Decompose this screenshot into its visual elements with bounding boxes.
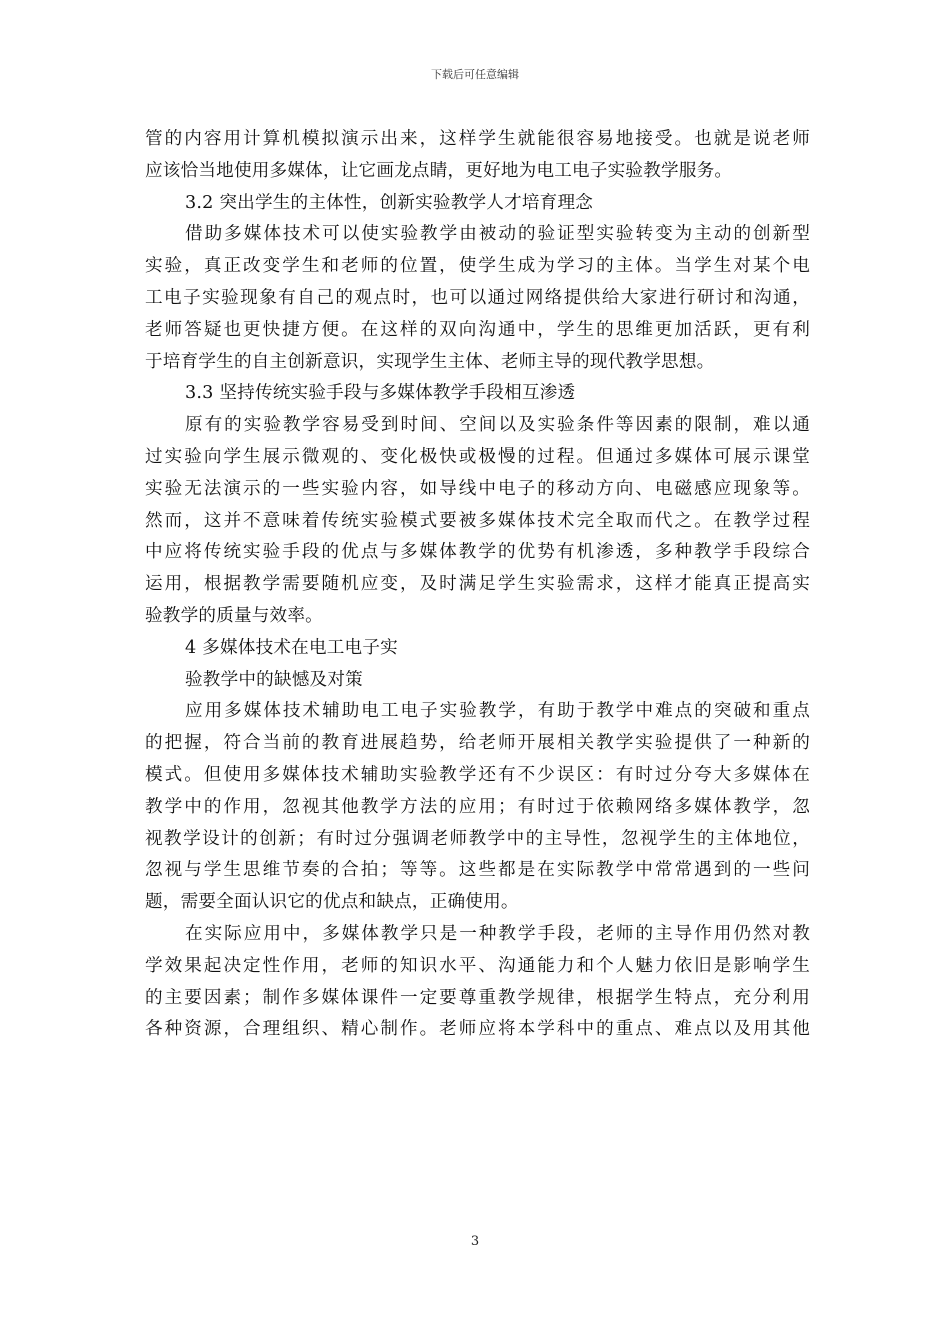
text-line: 应该恰当地使用多媒体，让它画龙点睛，更好地为电工电子实验教学服务。	[145, 160, 733, 181]
text-line: 学效果起决定性作用，老师的知识水平、沟通能力和个人魅力依旧是影响学生	[145, 955, 810, 976]
text-line: 于培育学生的自主创新意识，实现学生主体、老师主导的现代教学思想。	[145, 351, 715, 372]
text-line: 验教学的质量与效率。	[145, 605, 323, 626]
text-line: 然而，这并不意味着传统实验模式要被多媒体技术完全取而代之。在教学过程	[145, 510, 810, 531]
text-line: 的把握，符合当前的教育进展趋势，给老师开展相关教学实验提供了一种新的	[145, 733, 810, 754]
text-line: 中应将传统实验手段的优点与多媒体教学的优势有机渗透，多种教学手段综合	[145, 542, 810, 563]
page-header: 下载后可任意编辑	[431, 68, 519, 81]
text-line: 的主要因素；制作多媒体课件一定要尊重教学规律，根据学生特点，充分利用	[145, 987, 810, 1008]
text-line: 实验，真正改变学生和老师的位置，使学生成为学习的主体。当学生对某个电	[145, 256, 810, 277]
text-line: 借助多媒体技术可以使实验教学由被动的验证型实验转变为主动的创新型	[185, 224, 810, 245]
text-line: 模式。但使用多媒体技术辅助实验教学还有不少误区：有时过分夸大多媒体在	[145, 764, 810, 785]
text-line: 视教学设计的创新；有时过分强调老师教学中的主导性，忽视学生的主体地位，	[145, 828, 810, 849]
text-line: 验教学中的缺憾及对策	[185, 669, 363, 690]
text-line: 管的内容用计算机模拟演示出来，这样学生就能很容易地接受。也就是说老师	[145, 129, 810, 149]
text-line: 4 多媒体技术在电工电子实	[185, 637, 398, 658]
text-line: 3.2 突出学生的主体性，创新实验教学人才培育理念	[185, 192, 594, 213]
text-line: 在实际应用中，多媒体教学只是一种教学手段，老师的主导作用仍然对教	[185, 923, 810, 944]
text-line: 教学中的作用，忽视其他教学方法的应用；有时过于依赖网络多媒体教学，忽	[145, 796, 810, 817]
text-line: 运用，根据教学需要随机应变，及时满足学生实验需求，这样才能真正提高实	[145, 574, 810, 595]
text-line: 工电子实验现象有自己的观点时，也可以通过网络提供给大家进行研讨和沟通，	[145, 287, 810, 308]
text-line: 题，需要全面认识它的优点和缺点，正确使用。	[145, 892, 519, 913]
page-number: 3	[470, 1234, 480, 1249]
text-line: 过实验向学生展示微观的、变化极快或极慢的过程。但通过多媒体可展示课堂	[145, 446, 810, 467]
text-line: 原有的实验教学容易受到时间、空间以及实验条件等因素的限制，难以通	[185, 415, 810, 436]
text-line: 忽视与学生思维节奏的合拍；等等。这些都是在实际教学中常常遇到的一些问	[145, 860, 810, 881]
text-line: 3.3 坚持传统实验手段与多媒体教学手段相互渗透	[185, 383, 576, 404]
text-line: 老师答疑也更快捷方便。在这样的双向沟通中，学生的思维更加活跃，更有利	[145, 319, 810, 340]
text-line: 应用多媒体技术辅助电工电子实验教学，有助于教学中难点的突破和重点	[185, 701, 810, 722]
body-text	[145, 124, 810, 1046]
text-line: 实验无法演示的一些实验内容，如导线中电子的移动方向、电磁感应现象等。	[145, 478, 810, 499]
text-line: 各种资源，合理组织、精心制作。老师应将本学科中的重点、难点以及用其他	[145, 1019, 810, 1040]
